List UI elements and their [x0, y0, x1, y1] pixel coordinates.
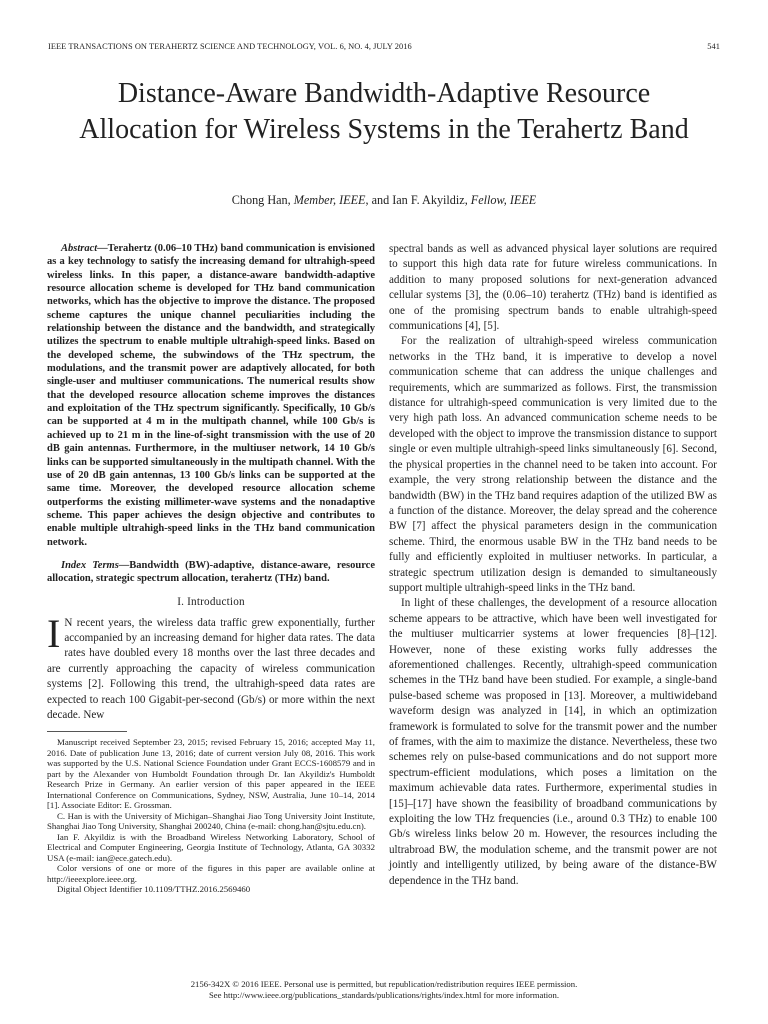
footnote-color: Color versions of one or more of the figures in this paper are available online at http://ieeexplore.ieee.org. — [47, 863, 375, 884]
author-line: Chong Han, Member, IEEE, and Ian F. Akyildiz, Fellow, IEEE — [231, 193, 537, 207]
index-terms — [47, 559, 375, 586]
right-column — [389, 242, 717, 889]
journal-name: IEEE TRANSACTIONS ON TERAHERTZ SCIENCE AND TECHNOLOGY, VOL. 6, NO. 4, JULY 2016 — [48, 42, 412, 51]
index-terms-text: —Bandwidth (BW)-adaptive, distance-aware, resource allocation, strategic spectrum allocation, terahertz (THz) band. — [47, 559, 375, 585]
drop-cap: I — [47, 610, 61, 656]
rights-link-line: See http://www.ieee.org/publications_standards/publications/rights/index.html for more information. — [208, 990, 560, 1000]
page-number: 541 — [707, 42, 720, 51]
copyright-line: 2156-342X © 2016 IEEE. Personal use is permitted, but republication/redistribution requires IEEE permission. — [190, 979, 578, 989]
index-terms-lead: Index Terms — [61, 559, 119, 571]
author-1-role: Member, IEEE — [293, 193, 366, 207]
section-heading-introduction: I. Introduction — [177, 595, 245, 608]
author-connector: and — [371, 193, 390, 207]
running-header — [48, 42, 720, 56]
footnote-manuscript: Manuscript received September 23, 2015; revised February 15, 2016; accepted May 11, 2016. Date of publication June 13, 2016; date of current version July 08, 2016. This work was supported by the U.S. National Science Foundation under Grant ECCS-1608579 and in part by the Alexander von Humboldt Foundation through Dr. Ian Akyildiz's Humboldt Research Prize in Germany. An earlier version of this paper appeared in the IEEE International Conference on Communications, Sydney, NSW, Australia, June 10–14, 2014 [1]. Associate Editor: E. Grossman. — [47, 737, 375, 811]
abstract-text: —Terahertz (0.06–10 THz) band communication is envisioned as a key technology to satisfy the increasing demand for ultrahigh-speed wireless links. In this paper, a distance-aware bandwidth-adaptive resource allocation scheme is developed for THz band communication networks, which has the objective to improve the distance. The proposed scheme captures the unique channel peculiarities including the relationship between the distance and the bandwidth, and strategically utilizes the spectrum to enable multiple ultrahigh-speed links. Based on the developed scheme, the subwindows of the THz spectrum, the modulations, and the transmit power are adaptively allocated, for both single-user and multiuser communications. The numerical results show that the developed resource allocation scheme improves the distances and exploitation of the THz spectrum significantly. Specifically, 10 Gb/s can be supported at 4 m in the multipath channel, while 100 Gb/s is achieved up to 21 m in the line-of-sight transmission with the use of 20 dB gain antennas. Furthermore, in the multiuser network, 14 10 Gb/s links can be supported simultaneously in the multipath channel. With the use of 20 dB gain antennas, 13 100 Gb/s links can be supported at the same time. Moreover, the developed resource allocation scheme outperforms the existing millimeter-wave systems and the nonadaptive scheme. This paper achieves the design objective and contributes to enable multiple ultrahigh-speed links in the THz band communication network. — [47, 243, 375, 548]
author-2-role: Fellow, IEEE — [470, 193, 537, 207]
paper-title: Distance-Aware Bandwidth-Adaptive Resource Allocation for Wireless Systems in the Terahertz Band — [79, 78, 689, 145]
body-paragraph-2: For the realization of ultrahigh-speed wireless communication networks in the THz band, it is imperative to develop a novel communication scheme that can address the unique challenges and requirements, which are summarized as follows. First, the transmission distance for ultrahigh-speed communication is very limited due to the very high path loss. An advanced communication scheme needs to be developed with the object to improve the transmission distance to support single or even multiple ultrahigh-speed links simultaneously [6]. Second, the physical properties in the channel need to be taken into account. For example, the very strong relationship between the distance and the bandwidth (BW) in the THz band requires adaption of the utilized BW as a function of the distance. Moreover, the delay spread and the coherence BW [7] affect the physical parameters design in the communication scheme. Third, the enormous usable BW in the THz band needs to be fully and efficiently exploited in multiuser networks. In particular, a strategic spectrum utilization design is demanded to simultaneously support multiple ultrahigh-speed links in the THz band. — [389, 335, 717, 594]
body-paragraph-1: spectral bands as well as advanced physical layer solutions are required to support this high data rate for future wireless communications. In addition to many proposed solutions for next-generation advanced cellular systems [3], the (0.06–10) terahertz (THz) band is identified as one of the promising spectrum bands to enable ultrahigh-speed communications [4], [5]. — [389, 243, 717, 333]
introduction-paragraph — [47, 610, 375, 724]
left-column — [47, 242, 375, 895]
author-2-name: Ian F. Akyildiz — [392, 193, 465, 207]
footnote-author-1: C. Han is with the University of Michigan–Shanghai Jiao Tong University Joint Institute, Shanghai Jiao Tong University, Shanghai 200240, China (e-mail: chong.han@sjtu.edu.cn). — [47, 810, 375, 832]
footnote-doi: Digital Object Identifier 10.1109/TTHZ.2016.2569460 — [57, 884, 251, 895]
abstract-lead: Abstract — [61, 243, 98, 254]
introduction-text: N recent years, the wireless data traffic grew exponentially, further accompanied by an increasing demand for higher data rates. The data rates have doubled every 18 months over the last three decades and are currently approaching the capacity of wireless communication systems [2]. Following this trend, the ultrahigh-speed data rates are expected to reach 100 Gigabit-per-second (Gb/s) or more within the next decade. New — [47, 616, 375, 722]
footnote-author-2: Ian F. Akyildiz is with the Broadband Wireless Networking Laboratory, School of Electrical and Computer Engineering, Georgia Institute of Technology, Atlanta, GA 30332 USA (e-mail: ian@ece.gatech.edu). — [47, 831, 375, 863]
copyright-footer — [60, 979, 708, 1001]
author-1-name: Chong Han — [231, 193, 288, 207]
abstract — [47, 242, 375, 549]
body-paragraph-3: In light of these challenges, the development of a resource allocation scheme appears to be attractive, which have been well investigated for the multiuser multicarrier systems at lower frequencies [8]–[12]. However, none of these existing works fully addresses the aforementioned challenges. Recently, ultrahigh-speed communication schemes in the THz band have been studied. For example, a single-band pulse-based scheme was proposed in [13]. Moreover, a multiwideband waveform design was analyzed in [14], in which an optimization framework is formulated to solve for the transmit power and the number of frames, with the aim to maximize the distance. Nevertheless, these two schemes rely on pulse-based communications and do not support more spectrum-efficient modulations, which poses a limitation on the maximum achievable data rates. Furthermore, experimental studies in [15]–[17] have shown the feasibility of broadband communications by exploiting the low THz frequencies (i.e., around 0.3 THz) to enable 100 Gb/s wireless links below 20 m. However, the resources including the ultrabroad BW, the modulation scheme, and the transmit power are not jointly and intelligently utilized, by being aware of the distance-BW dependence in the THz band. — [389, 597, 717, 887]
footnote-divider — [47, 731, 127, 732]
